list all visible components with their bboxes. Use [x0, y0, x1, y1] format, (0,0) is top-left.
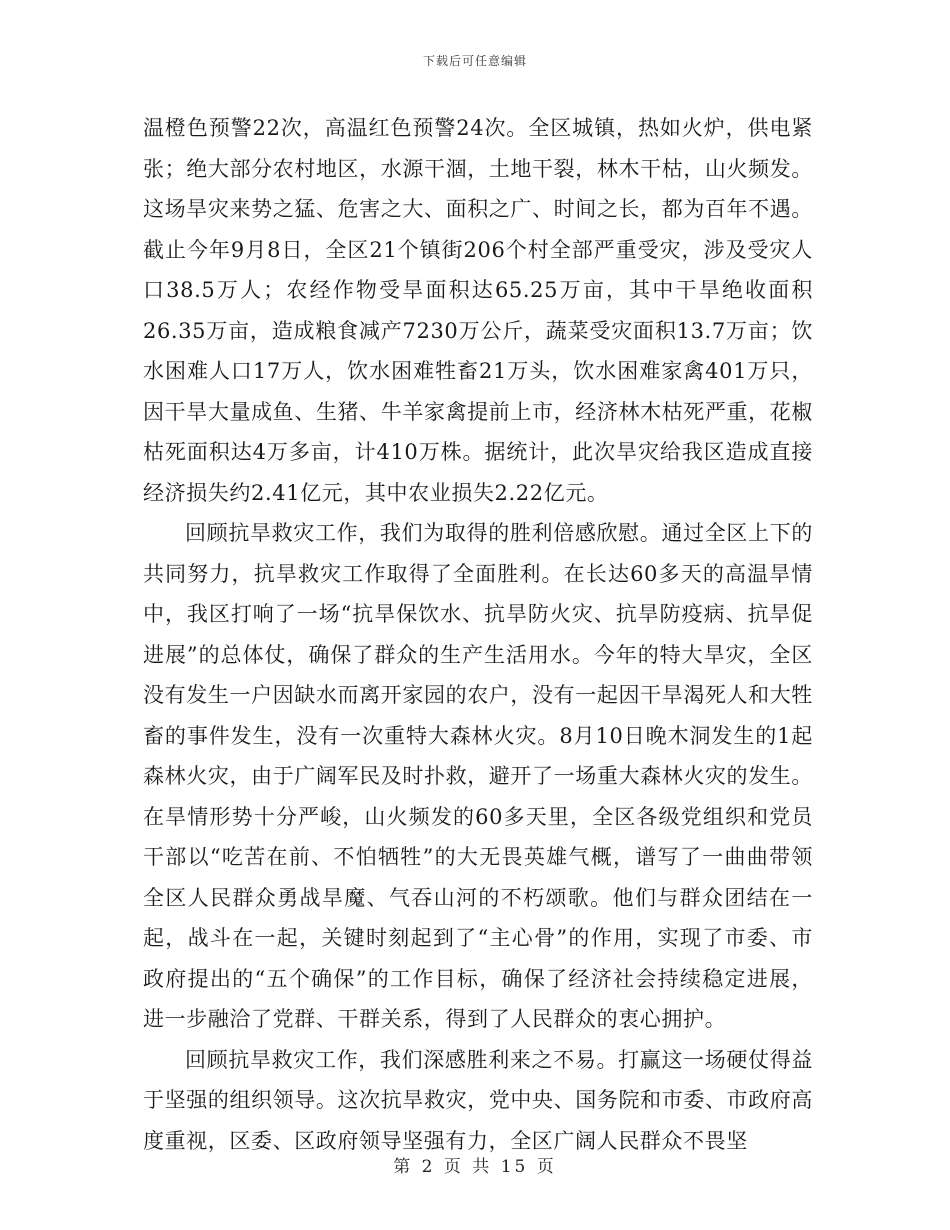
paragraph-review-victory: 回顾抗旱救灾工作，我们为取得的胜利倍感欣慰。通过全区上下的共同努力，抗旱救灾工作取得了全面胜利。在长达60多天的高温旱情中，我区打响了一场“抗旱保饮水、抗旱防火灾、抗旱防疫病、抗旱促进展”的总体仗，确保了群众的生产生活用水。今年的特大旱灾，全区没有发生一户因缺水而离开家园的农户，没有一起因干旱渴死人和大牲畜的事件发生，没有一次重特大森林火灾。8月10日晚木洞发生的1起森林火灾，由于广阔军民及时扑救，避开了一场重大森林火灾的发生。在旱情形势十分严峻，山火频发的60多天里，全区各级党组织和党员干部以“吃苦在前、不怕牺牲”的大无畏英雄气概，谱写了一曲曲带领全区人民群众勇战旱魔、气吞山河的不朽颂歌。他们与群众团结在一起，战斗在一起，关键时刻起到了“主心骨”的作用，实现了市委、市政府提出的“五个确保”的工作目标，确保了经济社会持续稳定进展，进一步融洽了党群、干群关系，得到了人民群众的衷心拥护。	[143, 521, 813, 1031]
page-header: 下载后可任意编辑	[422, 54, 527, 68]
paragraph-continuation: 温橙色预警22次，高温红色预警24次。全区城镇，热如火炉，供电紧张；绝大部分农村地区，水源干涸，土地干裂，林木干枯，山火频发。这场旱灾来势之猛、危害之大、面积之广、时间之长，都为百年不遇。截止今年9月8日，全区21个镇街206个村全部严重受灾，涉及受灾人口38.5万人；农经作物受旱面积达65.25万亩，其中干旱绝收面积26.35万亩，造成粮食减产7230万公斤，蔬菜受灾面积13.7万亩；饮水困难人口17万人，饮水困难牲畜21万头，饮水困难家禽401万只，因干旱大量成鱼、生猪、牛羊家禽提前上市，经济林木枯死严重，花椒枯死面积达4万多亩，计410万株。据统计，此次旱灾给我区造成直接经济损失约2.41亿元，其中农业损失2.22亿元。	[143, 116, 813, 505]
paragraph-review-hardship: 回顾抗旱救灾工作，我们深感胜利来之不易。打赢这一场硬仗得益于坚强的组织领导。这次抗旱救灾，党中央、国务院和市委、市政府高度重视，区委、区政府领导坚强有力，全区广阔人民群众不畏坚	[143, 1047, 813, 1153]
document-body	[143, 108, 813, 1161]
page-footer: 第 2 页 共 15 页	[393, 1157, 557, 1177]
